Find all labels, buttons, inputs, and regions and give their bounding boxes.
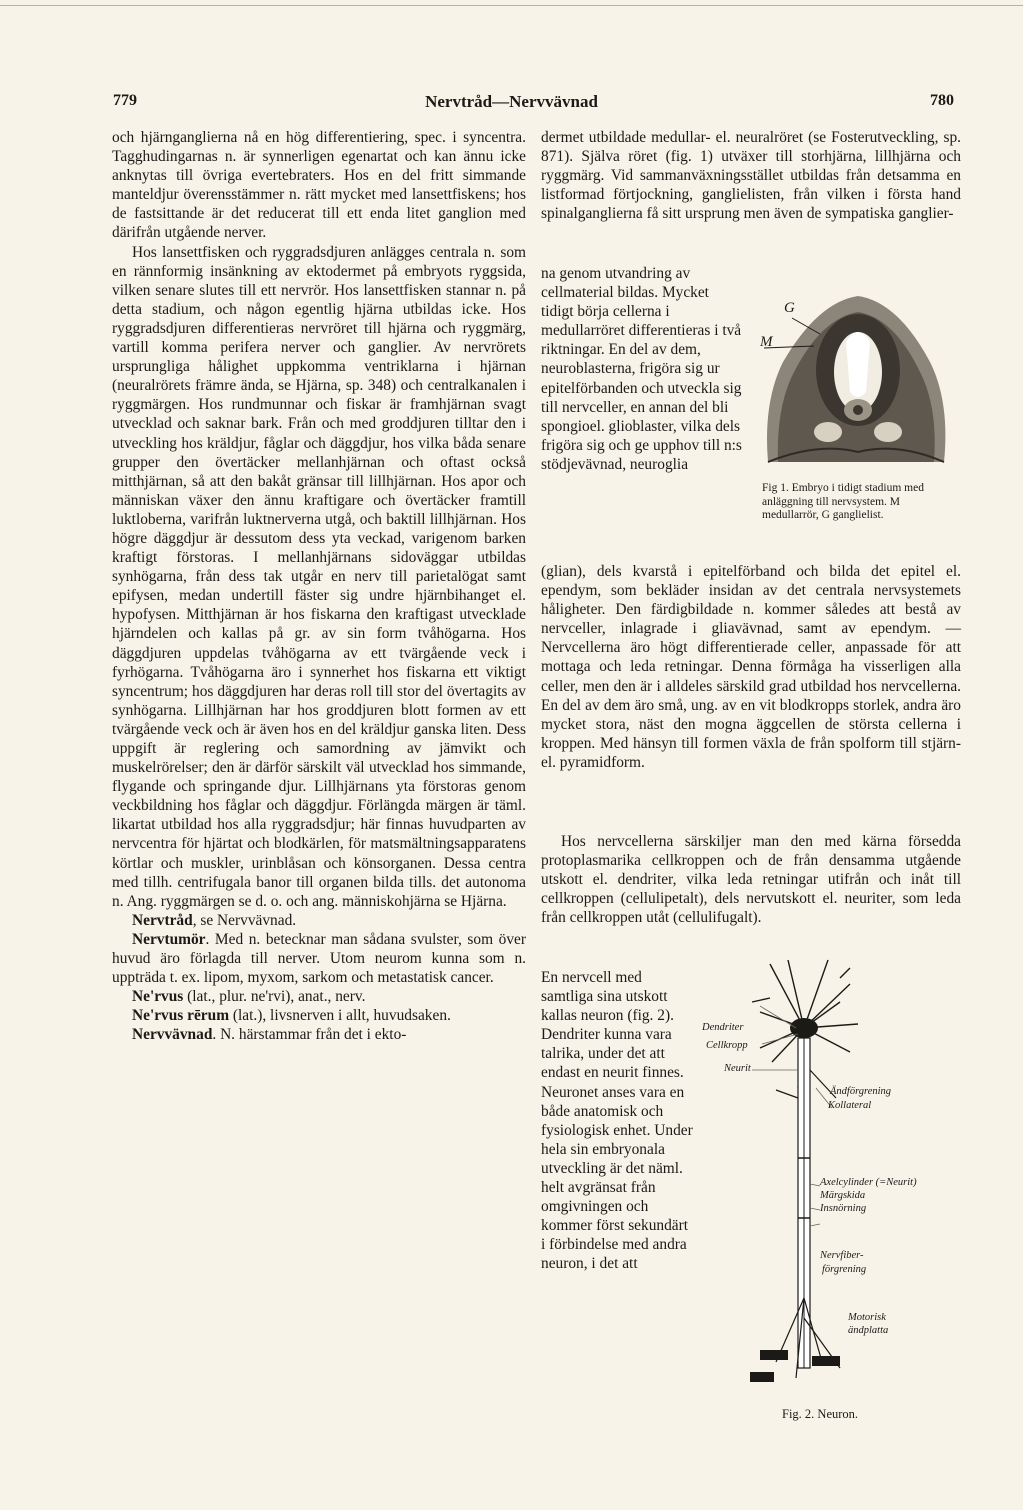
entry-nervtumor: [112, 930, 526, 987]
fig1-label-g: G: [784, 300, 795, 316]
fig2-label-motorisk: Motorisk: [848, 1312, 886, 1323]
right-paragraph-wrap: na genom utvandring av cellmaterial bildas. Mycket tidigt börja cellerna i medullarröret differentieras i två riktningar. En del av dem, neuroblasterna, frigöra sig ur epitelförbanden och utveckla sig till nervceller, en annan del bli spongioel. glioblaster, vilka dels frigöra sig och ge upphov till n:s stödjevävnad, neuroglia: [541, 265, 742, 473]
entry-term: Nervtråd: [132, 911, 193, 929]
top-border: [0, 5, 1023, 6]
entry-text: , se Nervvävnad.: [192, 911, 297, 929]
right-paragraph-neuron: En nervcell med samtliga sina utskott kallas neuron (fig. 2). Dendriter kunna vara talrika, under det att endast en neurit finnes. Neuronet anses vara en både anatomisk och fysiologisk enhet. Under hela sin embryonala utveckling är det näml. helt avgränsat från omgivningen och kommer först sekundärt i förbindelse med andra neuron, i det att: [541, 969, 693, 1273]
left-paragraph-2: Hos lansettfisken och ryggradsdjuren anlägges centrala n. som en rännformig insänkning av ektodermet på embryots ryggsida, vilken senare slutes till ett nervrör. Hos lansettfisken stannar n. på detta stadium, och någon egentlig hjärna utbildas icke. Hos ryggradsdjuren differentieras nervröret till hjärna och ryggmärg, vartill komma perifera nerver och ganglier. Av nervrörets ursprungliga hålighet uppkomma ventriklarna i hjärnan (neuralrörets främre ända, se Hjärna, sp. 348) och centralkanalen i ryggmärgen. Hos rundmunnar och fiskar är framhjärnan svagt utvecklad och saknar bark. Från och med groddjuren tilltar den i utveckling hos kräldjur, fåglar och däggdjur, hos vilka båda senare grupper den övertäcker mellanhjärnan och oftast också mitthjärnan, så att den bakåt gränsar till lillhjärnan. Hos apor och människan växer den ännu kraftigare och övertäcker framtill luktloberna, varifrån luktnerverna utgå, och baktill lillhjärnan. Hos högre däggdjur är dessutom dess yta veckad, varigenom barken kraftigt förstoras. I mellanhjärnans sidoväggar utbildas synhögarna, från dess tak utgår en nerv till parietalögat samt epifysen, medan undertill fäster sig undre hjärnbihanget el. hypofysen. Mitthjärnan är hos fiskarna den kraftigast utvecklade hjärndelen och kallas på gr. av sin form tvåhögarna. Hos däggdjuren uppdelas tvåhögarna av ett tvärgående veck i fyrhögarna. Tvåhögarna äro i synnerhet hos fiskarna ett viktigt syncentrum; hos däggdjuren har deras roll till stor del övertagits av synhögarna. Lillhjärnan har hos groddjuren blott formen av ett tvärgående veck och är även hos en del kräldjur ganska liten. Dess uppgift är reglering och samordning av jämvikt och muskelrörelser; den är därför särskilt väl utvecklad hos simmande, flygande och springande djur. Lillhjärnans yta förstoras genom veckbildning hos fåglar och däggdjur. Förlängda märgen är täml. likartat utbildad hos alla ryggradsdjur; här finnas huvudparten av nervcentra för hjärtat och blodkärlen, för matsmältningsapparatens körtlar och muskler, urinblåsan och könsorganen. Dessa centra med tillh. centrifugala banor till organen bilda tills. det autonoma n. Ang. ryggmärgen se d. o. och ang. människohjärna se Hjärna.: [112, 243, 526, 910]
left-paragraph-1: och hjärnganglierna nå en hög differentiering, spec. i syncentra. Tagghudingarnas n. är synnerligen egenartat och kan ännu icke anknytas till övriga evertebraters. Hos en del fritt simmande manteldjur överensstämmer n. rätt mycket med lansettfiskens; hos de fastsittande är det reducerat till ett enda litet ganglion med därifrån utgående nerver.: [112, 129, 526, 242]
entry-text: . N. härstammar från det i ekto-: [212, 1026, 407, 1044]
entry-text: . Med n. betecknar man sådana svulster, som över huvud äro förlagda till nerver. Utom neurom kunna som n. uppträda t. ex. lipom, myxom, sarkom och metastatisk cancer.: [112, 930, 526, 987]
fig2-label-cellkropp: Cellkropp: [706, 1040, 748, 1051]
page-number-left: 779: [113, 92, 137, 109]
fig2-label-nervfiber: Nervfiber-: [820, 1250, 864, 1261]
fig2-label-axelcylinder: Axelcylinder (=Neurit): [820, 1177, 917, 1188]
fig2-label-margskida: Märgskida: [820, 1190, 866, 1201]
figure-neuron: [700, 958, 962, 1398]
entry-text: (lat., plur. ne'rvi), anat., nerv.: [183, 988, 366, 1006]
entry-nervus: [112, 987, 526, 1006]
right-paragraph-top: dermet utbildade medullar- el. neuralröret (se Fosterutveckling, sp. 871). Själva röret (fig. 1) utväxer till storhjärna, lillhjärna och ryggmärg. Vid sammanväxningsstället utbildas från detsamma en listformad förtjockning, ganglielisten, från vilken i första hand spinalganglierna få sitt ursprung men även de sympatiska ganglier-: [541, 129, 961, 223]
entry-nervvavnad: [112, 1025, 526, 1044]
left-column: [112, 128, 526, 1045]
fig2-label-andplatta: ändplatta: [848, 1325, 889, 1336]
right-paragraph-bottom: (glian), dels kvarstå i epitelförband och bilda det epitel el. ependym, som bekläder insidan av det centrala nervsystemets håligheter. Den färdigbildade n. kommer således att bestå av nervceller, inlagrade i gliavävnad, samt av ependym. — Nervcellerna äro högt differentierade celler, anpassade för att mottaga och leda retningar. Denna förmåga ha visserligen alla celler, men den är i alldeles särskild grad utbildad hos nervcellerna. En del av dem äro små, ung. av en vit blodkropps storlek, andra äro mycket stora, näst den mogna äggcellen de största cellerna i kroppen. Med hänsyn till formen växla de från spolform till stjärn- el. pyramidform.: [541, 563, 961, 771]
entry-term: Nervtumör: [132, 930, 206, 948]
entry-nervtrad: [112, 911, 526, 930]
entry-term: Nervvävnad: [132, 1026, 213, 1044]
right-paragraph-2: Hos nervcellerna särskiljer man den med kärna försedda protoplasmarika cellkroppen och de från densamma utgående utskott el. dendriter, vilka leda retningar utifrån och inåt till cellkroppen (cellulipetalt), dels nervutskott el. neuriter, som leda från cellkroppen utåt (cellulifugalt).: [541, 833, 961, 927]
figure-embryo: [758, 282, 954, 472]
entry-term: Ne'rvus: [132, 988, 184, 1006]
fig2-label-neurit: Neurit: [724, 1063, 751, 1074]
fig2-label-dendriter: Dendriter: [702, 1022, 744, 1033]
page-title: Nervtråd—Nervvävnad: [425, 92, 598, 111]
fig2-label-insnorning: Insnörning: [820, 1203, 867, 1214]
fig1-label-m: M: [760, 334, 773, 350]
entry-nervus-rerum: [112, 1006, 526, 1025]
fig2-label-kollateral: Kollateral: [828, 1100, 872, 1111]
fig2-label-andforgrening: Ändförgrening: [830, 1086, 892, 1097]
entry-term: Ne'rvus rērum: [132, 1007, 230, 1025]
figure-1-caption: Fig 1. Embryo i tidigt stadium med anläggning till nervsystem. M medullarrör, G ganglielist.: [762, 482, 924, 521]
page-number-right: 780: [930, 92, 954, 109]
fig2-label-forgrening: förgrening: [822, 1264, 867, 1275]
figure-2-caption: Fig. 2. Neuron.: [782, 1407, 859, 1421]
entry-text: (lat.), livsnerven i allt, huvudsaken.: [229, 1007, 451, 1025]
